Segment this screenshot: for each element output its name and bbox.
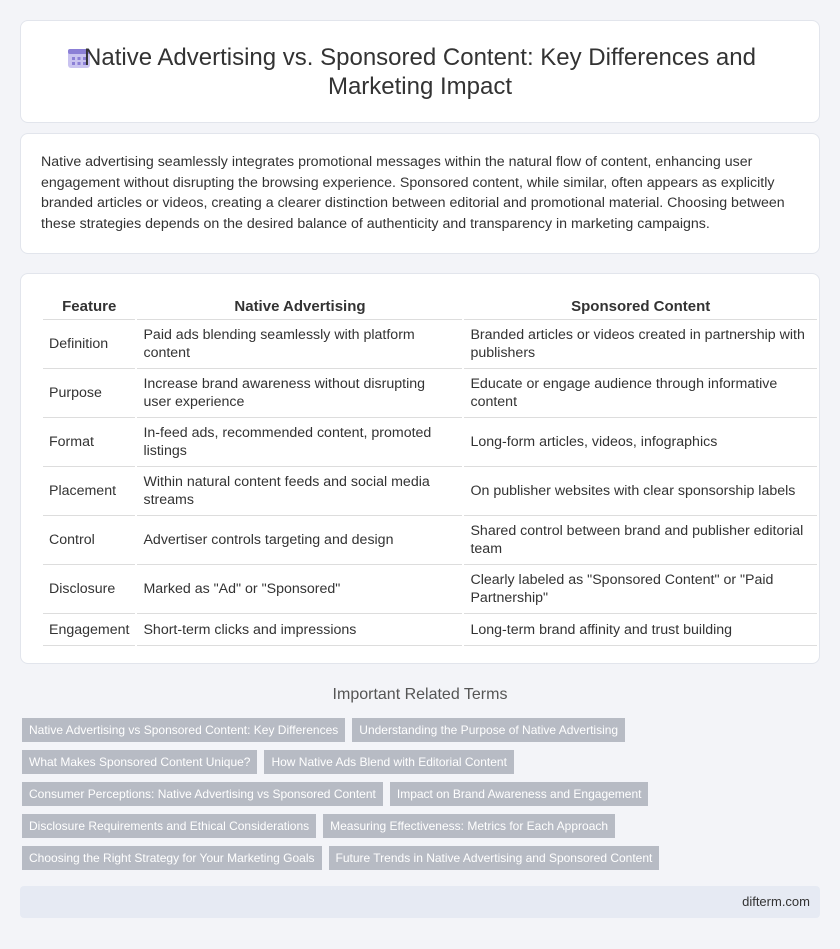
feature-cell: Definition xyxy=(43,320,135,369)
sponsored-cell: Clearly labeled as "Sponsored Content" or "Paid Partnership" xyxy=(464,565,817,614)
table-row xyxy=(43,320,817,369)
tag-row xyxy=(22,782,812,806)
feature-cell: Control xyxy=(43,516,135,565)
related-term-link[interactable]: How Native Ads Blend with Editorial Content xyxy=(264,750,513,774)
title-card xyxy=(20,20,820,123)
related-term-link[interactable]: Future Trends in Native Advertising and Sponsored Content xyxy=(329,846,660,870)
table-row xyxy=(43,369,817,418)
page-title: Native Advertising vs. Sponsored Content: Key Differences and Marketing Impact xyxy=(84,44,756,100)
column-header-sponsored: Sponsored Content xyxy=(464,294,817,320)
table-row xyxy=(43,467,817,516)
related-term-link[interactable]: Understanding the Purpose of Native Advertising xyxy=(352,718,625,742)
tag-row xyxy=(22,718,812,742)
feature-cell: Engagement xyxy=(43,614,135,646)
sponsored-cell: Shared control between brand and publisher editorial team xyxy=(464,516,817,565)
intro-paragraph: Native advertising seamlessly integrates promotional messages within the natural flow of content, enhancing user engagement without disrupting the browsing experience. Sponsored content, while similar, often appears as explicitly branded articles or videos, creating a clearer distinction between editorial and promotional material. Choosing between these strategies depends on the desired balance of authenticity and transparency in marketing campaigns. xyxy=(41,154,785,232)
tag-row xyxy=(22,814,812,838)
table-row xyxy=(43,516,817,565)
native-cell: Marked as "Ad" or "Sponsored" xyxy=(137,565,462,614)
sponsored-cell: On publisher websites with clear sponsorship labels xyxy=(464,467,817,516)
related-term-link[interactable]: Measuring Effectiveness: Metrics for Each Approach xyxy=(323,814,615,838)
native-cell: Within natural content feeds and social media streams xyxy=(137,467,462,516)
related-term-link[interactable]: What Makes Sponsored Content Unique? xyxy=(22,750,257,774)
related-term-link[interactable]: Choosing the Right Strategy for Your Marketing Goals xyxy=(22,846,322,870)
native-cell: Short-term clicks and impressions xyxy=(137,614,462,646)
sponsored-cell: Branded articles or videos created in partnership with publishers xyxy=(464,320,817,369)
tag-row xyxy=(22,750,812,774)
feature-cell: Format xyxy=(43,418,135,467)
feature-cell: Purpose xyxy=(43,369,135,418)
native-cell: In-feed ads, recommended content, promoted listings xyxy=(137,418,462,467)
footer-site-link[interactable]: difterm.com xyxy=(742,894,810,909)
column-header-feature: Feature xyxy=(43,294,135,320)
feature-cell: Disclosure xyxy=(43,565,135,614)
table-row xyxy=(43,614,817,646)
sponsored-cell: Long-term brand affinity and trust building xyxy=(464,614,817,646)
table-header-row xyxy=(43,294,817,320)
related-terms-heading: Important Related Terms xyxy=(332,686,508,703)
sponsored-cell: Educate or engage audience through informative content xyxy=(464,369,817,418)
intro-card xyxy=(20,133,820,254)
comparison-card xyxy=(20,273,820,664)
native-cell: Paid ads blending seamlessly with platform content xyxy=(137,320,462,369)
related-terms-list xyxy=(22,718,812,878)
feature-cell: Placement xyxy=(43,467,135,516)
related-term-link[interactable]: Impact on Brand Awareness and Engagement xyxy=(390,782,649,806)
native-cell: Advertiser controls targeting and design xyxy=(137,516,462,565)
comparison-table xyxy=(41,294,819,646)
tag-row xyxy=(22,846,812,870)
related-term-link[interactable]: Native Advertising vs Sponsored Content: Key Differences xyxy=(22,718,345,742)
column-header-native: Native Advertising xyxy=(137,294,462,320)
table-row xyxy=(43,418,817,467)
related-term-link[interactable]: Disclosure Requirements and Ethical Considerations xyxy=(22,814,316,838)
related-term-link[interactable]: Consumer Perceptions: Native Advertising vs Sponsored Content xyxy=(22,782,383,806)
native-cell: Increase brand awareness without disrupting user experience xyxy=(137,369,462,418)
footer xyxy=(20,886,820,918)
table-row xyxy=(43,565,817,614)
sponsored-cell: Long-form articles, videos, infographics xyxy=(464,418,817,467)
